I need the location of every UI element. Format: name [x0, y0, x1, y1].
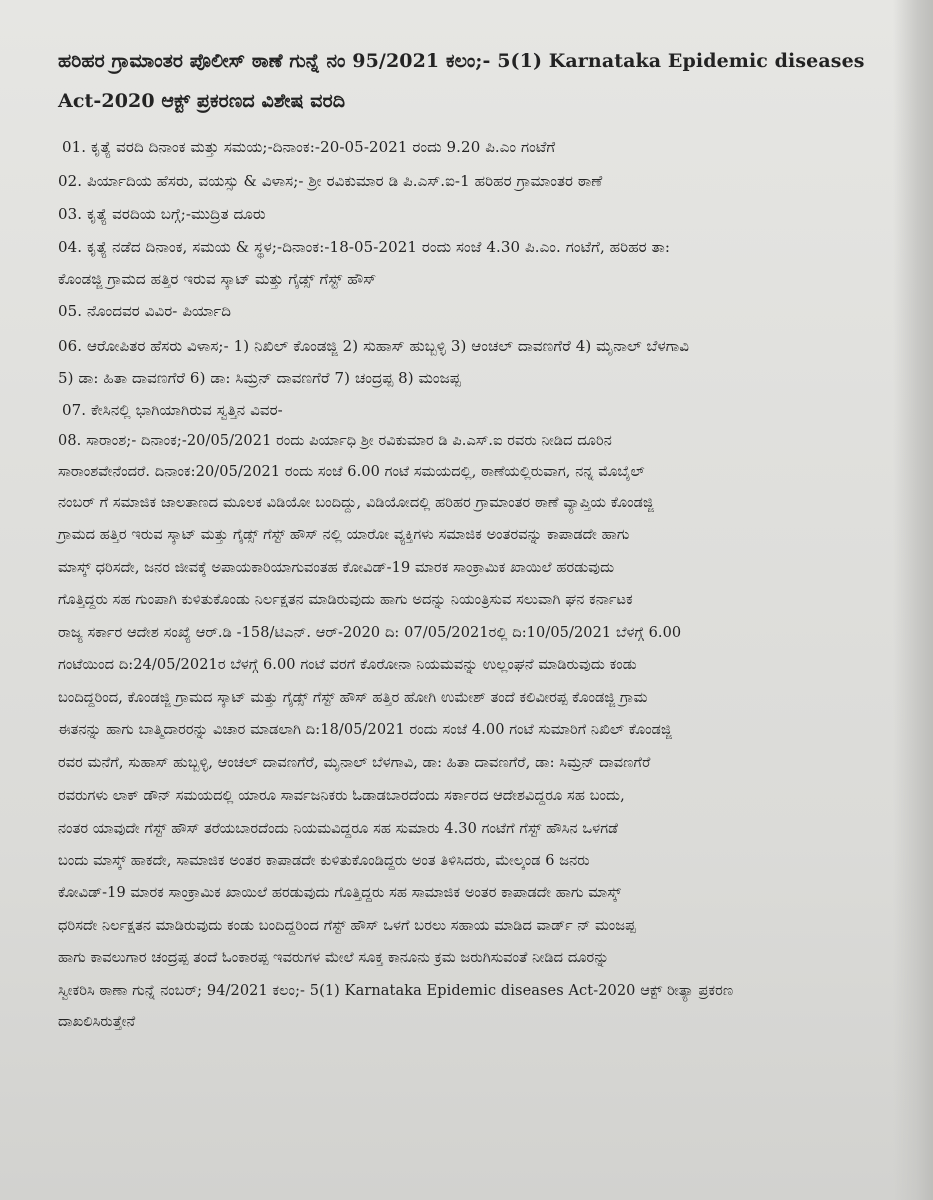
summary-line-7: ರಾಜ್ಯ ಸರ್ಕಾರ ಆದೇಶ ಸಂಖ್ಯೆ ಆರ್.ಡಿ -158/ಟಿಎನ್. ಆರ್-2020 ದಿ: 07/05/2021ರಲ್ಲಿ ದಿ:10/05/2021 ಬೆಳಗ್ಗೆ 6.00 [58, 625, 682, 641]
summary-line-4: ಗ್ರಾಮದ ಹತ್ತಿರ ಇರುವ ಸ್ಕಾಟ್ ಮತ್ತು ಗೈಡ್ಸ್ ಗೆಸ್ಟ್ ಹೌಸ್ ನಲ್ಲಿ ಯಾರೋ ವ್ಯಕ್ತಿಗಳು ಸಮಾಜಿಕ ಅಂತರವನ್ನು ಕಾಪಾಡದೇ ಹಾಗು [58, 527, 630, 543]
summary-line-13: ನಂತರ ಯಾವುದೇ ಗೆಸ್ಟ್ ಹೌಸ್ ತರೆಯಬಾರದೆಂದು ನಿಯಮವಿದ್ದರೂ ಸಹ ಸುಮಾರು 4.30 ಗಂಟೆಗೆ ಗೆಸ್ಟ್ ಹೌಸಿನ ಒಳಗಡೆ [58, 821, 619, 837]
item-05-victim-details: 05. ನೊಂದವರ ವಿವಿರ- ಪಿರ್ಯಾದಿ [58, 302, 232, 320]
report-title-line-1: ಹರಿಹರ ಗ್ರಾಮಾಂತರ ಪೊಲೀಸ್ ಠಾಣೆ ಗುನ್ನೆ ನಂ 95/2021 ಕಲಂ;- 5(1) Karnataka Epidemic diseases [58, 50, 865, 72]
summary-line-11: ರವರ ಮನೆಗೆ, ಸುಹಾಸ್ ಹುಬ್ಬಳ್ಳಿ, ಆಂಚಲ್ ದಾವಣಗೆರೆ, ಮೃನಾಲ್ ಬೆಳಗಾವಿ, ಡಾ: ಹಿತಾ ದಾವಣಗೆರೆ, ಡಾ: ಸಿಮ್ರನ್ ದಾವಣಗೆರೆ [58, 755, 651, 771]
summary-line-8: ಗಂಟೆಯಿಂದ ದಿ:24/05/2021ರ ಬೆಳಗ್ಗೆ 6.00 ಗಂಟೆ ವರಗೆ ಕೊರೋನಾ ನಿಯಮವನ್ನು ಉಲ್ಲಂಘನೆ ಮಾಡಿರುವುದು ಕಂಡು [58, 657, 637, 673]
summary-line-18: ಸ್ವೀಕರಿಸಿ ಠಾಣಾ ಗುನ್ನೆ ನಂಬರ್; 94/2021 ಕಲಂ;- 5(1) Karnataka Epidemic diseases Act-2020 ಆಕ್ಟ್ ರೀತ್ಯಾ ಪ್ರಕರಣ [58, 983, 734, 999]
item-03-report-type: 03. ಕೃತ್ಯೆ ವರದಿಯ ಬಗ್ಗೆ;-ಮುದ್ರಿತ ದೂರು [58, 205, 266, 223]
item-04-incident-place-continued: ಕೊಂಡಜ್ಜಿ ಗ್ರಾಮದ ಹತ್ತಿರ ಇರುವ ಸ್ಕಾಟ್ ಮತ್ತು ಗೈಡ್ಸ್ ಗೆಸ್ಟ್ ಹೌಸ್ [58, 270, 377, 288]
report-page [10, 0, 900, 1200]
summary-line-14: ಬಂದು ಮಾಸ್ಕ್ ಹಾಕದೇ, ಸಾಮಾಜಿಕ ಅಂತರ ಕಾಪಾಡದೇ ಕುಳಿತುಕೊಂಡಿದ್ದರು ಅಂತ ತಿಳಿಸಿದರು, ಮೇಲ್ಕಂಡ 6 ಜನರು [58, 853, 590, 869]
item-06-accused-names: 06. ಆರೋಪಿತರ ಹೆಸರು ವಿಳಾಸ;- 1) ನಿಖಿಲ್ ಕೊಂಡಜ್ಜಿ 2) ಸುಹಾಸ್ ಹುಬ್ಬಳ್ಳಿ 3) ಆಂಚಲ್ ದಾವಣಗೆರೆ 4) ಮೃನಾಲ್ ಬೆಳಗಾವಿ [58, 337, 690, 355]
summary-line-2: ಸಾರಾಂಶವೇನೆಂದರೆ. ದಿನಾಂಕ:20/05/2021 ರಂದು ಸಂಜೆ 6.00 ಗಂಟೆ ಸಮಯದಲ್ಲಿ, ಠಾಣೆಯಲ್ಲಿರುವಾಗ, ನನ್ನ ಮೊಬೈಲ್ [58, 464, 645, 480]
summary-line-19: ದಾಖಲಿಸಿರುತ್ತೇನೆ [58, 1014, 136, 1030]
summary-line-1: 08. ಸಾರಾಂಶ;- ದಿನಾಂಕ;-20/05/2021 ರಂದು ಪಿರ್ಯಾಧಿ ಶ್ರೀ ರವಿಕುಮಾರ ಡಿ ಪಿ.ಎಸ್.ಐ ರವರು ನೀಡಿದ ದೂರಿನ [58, 433, 612, 449]
item-04-incident-time-place: 04. ಕೃತ್ಯೆ ನಡೆದ ದಿನಾಂಕ, ಸಮಯ & ಸ್ಥಳ;-ದಿನಾಂಕ:-18-05-2021 ರಂದು ಸಂಜೆ 4.30 ಪಿ.ಎಂ. ಗಂಟೆಗೆ, ಹರಿಹರ ತಾ: [58, 238, 671, 256]
summary-line-15: ಕೋವಿಡ್-19 ಮಾರಕ ಸಾಂಕ್ರಾಮಿಕ ಖಾಯಿಲೆ ಹರಡುವುದು ಗೊತ್ತಿದ್ದರು ಸಹ ಸಾಮಾಜಿಕ ಅಂತರ ಕಾಪಾಡದೇ ಹಾಗು ಮಾಸ್ಕ್ [58, 885, 622, 901]
summary-line-9: ಬಂದಿದ್ದರಿಂದ, ಕೊಂಡಜ್ಜಿ ಗ್ರಾಮದ ಸ್ಕಾಟ್ ಮತ್ತು ಗೈಡ್ಸ್ ಗೆಸ್ಟ್ ಹೌಸ್ ಹತ್ತಿರ ಹೋಗಿ ಉಮೇಶ್ ತಂದೆ ಕಲಿವೀರಪ್ಪ ಕೊಂಡಜ್ಜಿ ಗ್ರಾಮ [58, 690, 648, 706]
item-07-property-details: 07. ಕೇಸಿನಲ್ಲಿ ಭಾಗಿಯಾಗಿರುವ ಸ್ವತ್ತಿನ ವಿವರ- [62, 401, 283, 419]
summary-line-3: ನಂಬರ್ ಗೆ ಸಮಾಜಿಕ ಜಾಲತಾಣದ ಮೂಲಕ ವಿಡಿಯೋ ಬಂದಿದ್ದು, ವಿಡಿಯೋದಲ್ಲಿ ಹರಿಹರ ಗ್ರಾಮಾಂತರ ಠಾಣೆ ವ್ಯಾಪ್ತಿಯ ಕೊಂಡಜ್ಜಿ [58, 495, 654, 511]
summary-line-5: ಮಾಸ್ಕ್ ಧರಿಸದೇ, ಜನರ ಜೀವಕ್ಕೆ ಅಪಾಯಕಾರಿಯಾಗುವಂತಹ ಕೋವಿಡ್-19 ಮಾರಕ ಸಾಂಕ್ರಾಮಿಕ ಖಾಯಿಲೆ ಹರಡುವುದು [58, 560, 615, 576]
report-title-line-2: Act-2020 ಆಕ್ಟ್ ಪ್ರಕರಣದ ವಿಶೇಷ ವರದಿ [58, 90, 346, 112]
item-06-accused-names-continued: 5) ಡಾ: ಹಿತಾ ದಾವಣಗೆರೆ 6) ಡಾ: ಸಿಮ್ರನ್ ದಾವಣಗೆರೆ 7) ಚಂದ್ರಪ್ಪ 8) ಮಂಜಪ್ಪ [58, 369, 461, 387]
summary-line-10: ಈತನನ್ನು ಹಾಗು ಬಾತ್ಮಿದಾರರನ್ನು ವಿಚಾರ ಮಾಡಲಾಗಿ ದಿ:18/05/2021 ರಂದು ಸಂಜೆ 4.00 ಗಂಟೆ ಸುಮಾರಿಗೆ ನಿಖಿಲ್ ಕೊಂಡಜ್ಜಿ [58, 722, 672, 738]
summary-line-16: ಧರಿಸದೇ ನಿರ್ಲಕ್ಷತನ ಮಾಡಿರುವುದು ಕಂಡು ಬಂದಿದ್ದರಿಂದ ಗೆಸ್ಟ್ ಹೌಸ್ ಒಳಗೆ ಬರಲು ಸಹಾಯ ಮಾಡಿದ ವಾರ್ಡ್ ನ್ ಮಂಜಪ್ಪ [58, 918, 636, 934]
summary-line-17: ಹಾಗು ಕಾವಲುಗಾರ ಚಂದ್ರಪ್ಪ ತಂದೆ ಓಂಕಾರಪ್ಪ ಇವರುಗಳ ಮೇಲೆ ಸೂಕ್ತ ಕಾನೂನು ಕ್ರಮ ಜರುಗಿಸುವಂತೆ ನೀಡಿದ ದೂರನ್ನು [58, 950, 610, 966]
summary-line-12: ರವರುಗಳು ಲಾಕ್ ಡೌನ್ ಸಮಯದಲ್ಲಿ ಯಾರೂ ಸಾರ್ವಜನಿಕರು ಓಡಾಡಬಾರದೆಂದು ಸರ್ಕಾರದ ಆದೇಶವಿದ್ದರೂ ಸಹ ಬಂದು, [58, 788, 625, 804]
item-01-report-date: 01. ಕೃತ್ಯೆ ವರದಿ ದಿನಾಂಕ ಮತ್ತು ಸಮಯ;-ದಿನಾಂಕ:-20-05-2021 ರಂದು 9.20 ಪಿ.ಎಂ ಗಂಟೆಗೆ [62, 138, 556, 156]
item-02-complainant: 02. ಪಿರ್ಯಾದಿಯ ಹೆಸರು, ವಯಸ್ಸು & ವಿಳಾಸ;- ಶ್ರೀ ರವಿಕುಮಾರ ಡಿ ಪಿ.ಎಸ್.ಐ-1 ಹರಿಹರ ಗ್ರಾಮಾಂತರ ಠಾಣೆ [58, 172, 603, 190]
summary-line-6: ಗೊತ್ತಿದ್ದರು ಸಹ ಗುಂಪಾಗಿ ಕುಳಿತುಕೊಂಡು ನಿರ್ಲಕ್ಷತನ ಮಾಡಿರುವುದು ಹಾಗು ಅದನ್ನು ನಿಯಂತ್ರಿಸುವ ಸಲುವಾಗಿ ಘನ ಕರ್ನಾಟಕ [58, 592, 633, 608]
